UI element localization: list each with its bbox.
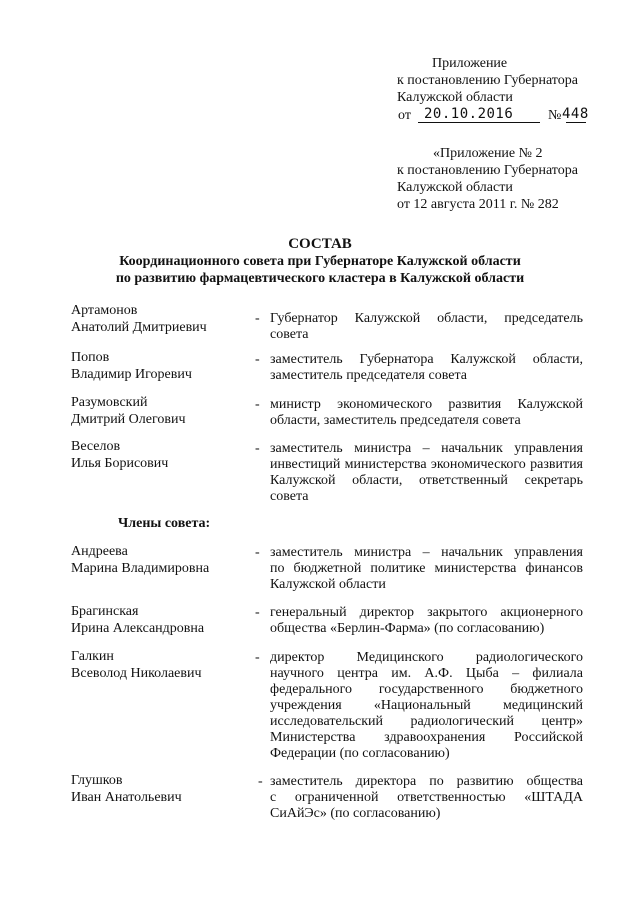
orig-appendix-line2: к постановлению Губернатора bbox=[397, 163, 578, 178]
number-field bbox=[562, 106, 589, 123]
role-line: Министерства здравоохранения Российской bbox=[270, 730, 583, 745]
role-line: заместитель Губернатора Калужской области, bbox=[270, 352, 583, 367]
person-given-name: Владимир Игоревич bbox=[71, 367, 192, 382]
role-line: федерального государственного бюджетного bbox=[270, 682, 583, 697]
person-surname: Попов bbox=[71, 350, 110, 365]
person-given-name: Всеволод Николаевич bbox=[71, 666, 202, 681]
person-surname: Артамонов bbox=[71, 303, 138, 318]
person-surname: Глушков bbox=[71, 773, 123, 788]
role-line: генеральный директор закрытого акционерного bbox=[270, 605, 583, 620]
role-line: инвестиций министерства экономического развития bbox=[270, 457, 583, 472]
orig-appendix-line4: от 12 августа 2011 г. № 282 bbox=[397, 197, 559, 212]
document-subtitle-line2: по развитию фармацевтического кластера в Калужской области bbox=[115, 271, 525, 286]
role-line: директор Медицинского радиологического bbox=[270, 650, 583, 665]
document-subtitle-line1: Координационного совета при Губернаторе Калужской области bbox=[119, 254, 521, 269]
region-label: Калужской области bbox=[397, 90, 513, 105]
person-given-name: Ирина Александровна bbox=[71, 621, 205, 636]
date-value: 20.10.2016 bbox=[424, 106, 514, 122]
resolution-label: к постановлению Губернатора bbox=[397, 73, 578, 88]
dash-separator: - bbox=[255, 605, 260, 620]
date-field bbox=[418, 106, 540, 123]
dash-separator: - bbox=[258, 774, 263, 789]
role-line: заместитель председателя совета bbox=[270, 368, 467, 383]
role-line: заместитель министра – начальник управления bbox=[270, 545, 583, 560]
person-given-name: Анатолий Дмитриевич bbox=[71, 320, 207, 335]
orig-appendix-line3: Калужской области bbox=[397, 180, 513, 195]
orig-appendix-line1: «Приложение № 2 bbox=[433, 146, 543, 161]
dash-separator: - bbox=[255, 311, 260, 326]
role-line: заместитель министра – начальник управления bbox=[270, 441, 583, 456]
role-line: учреждения «Национальный медицинский bbox=[270, 698, 583, 713]
role-line: совета bbox=[270, 489, 309, 504]
dash-separator: - bbox=[255, 352, 260, 367]
person-given-name: Дмитрий Олегович bbox=[71, 412, 186, 427]
role-line: по бюджетной политике министерства финансов bbox=[270, 561, 583, 576]
appendix-label: Приложение bbox=[432, 56, 508, 71]
role-line: министр экономического развития Калужской bbox=[270, 397, 583, 412]
role-line: заместитель директора по развитию общества bbox=[270, 774, 583, 789]
role-line: с ограниченной ответственностью «ШТАДА bbox=[270, 790, 583, 805]
person-surname: Веселов bbox=[71, 439, 121, 454]
person-surname: Разумовский bbox=[71, 395, 148, 410]
dash-separator: - bbox=[255, 650, 260, 665]
person-given-name: Иван Анатольевич bbox=[71, 790, 182, 805]
person-surname: Галкин bbox=[71, 649, 114, 664]
role-line: совета bbox=[270, 327, 309, 342]
role-line: Калужской области bbox=[270, 577, 386, 592]
role-line: области, заместитель председателя совета bbox=[270, 413, 521, 428]
dash-separator: - bbox=[255, 545, 260, 560]
ot-label: от bbox=[398, 108, 411, 123]
number-sign: № bbox=[548, 108, 562, 123]
members-heading: Члены совета: bbox=[118, 516, 211, 531]
number-value: 448 bbox=[562, 106, 589, 122]
role-line: Калужской области, ответственный секретарь bbox=[270, 473, 583, 488]
person-surname: Брагинская bbox=[71, 604, 139, 619]
person-given-name: Илья Борисович bbox=[71, 456, 169, 471]
dash-separator: - bbox=[255, 441, 260, 456]
role-line: исследовательский радиологический центр» bbox=[270, 714, 583, 729]
document-title: СОСТАВ bbox=[288, 236, 352, 252]
role-line: Губернатор Калужской области, председатель bbox=[270, 311, 583, 326]
dash-separator: - bbox=[255, 397, 260, 412]
person-given-name: Марина Владимировна bbox=[71, 561, 210, 576]
person-surname: Андреева bbox=[71, 544, 128, 559]
role-line: Федерации (по согласованию) bbox=[270, 746, 450, 761]
role-line: общества «Берлин-Фарма» (по согласованию) bbox=[270, 621, 545, 636]
role-line: СиАйЭс» (по согласованию) bbox=[270, 806, 441, 821]
role-line: научного центра им. А.Ф. Цыба – филиала bbox=[270, 666, 583, 681]
